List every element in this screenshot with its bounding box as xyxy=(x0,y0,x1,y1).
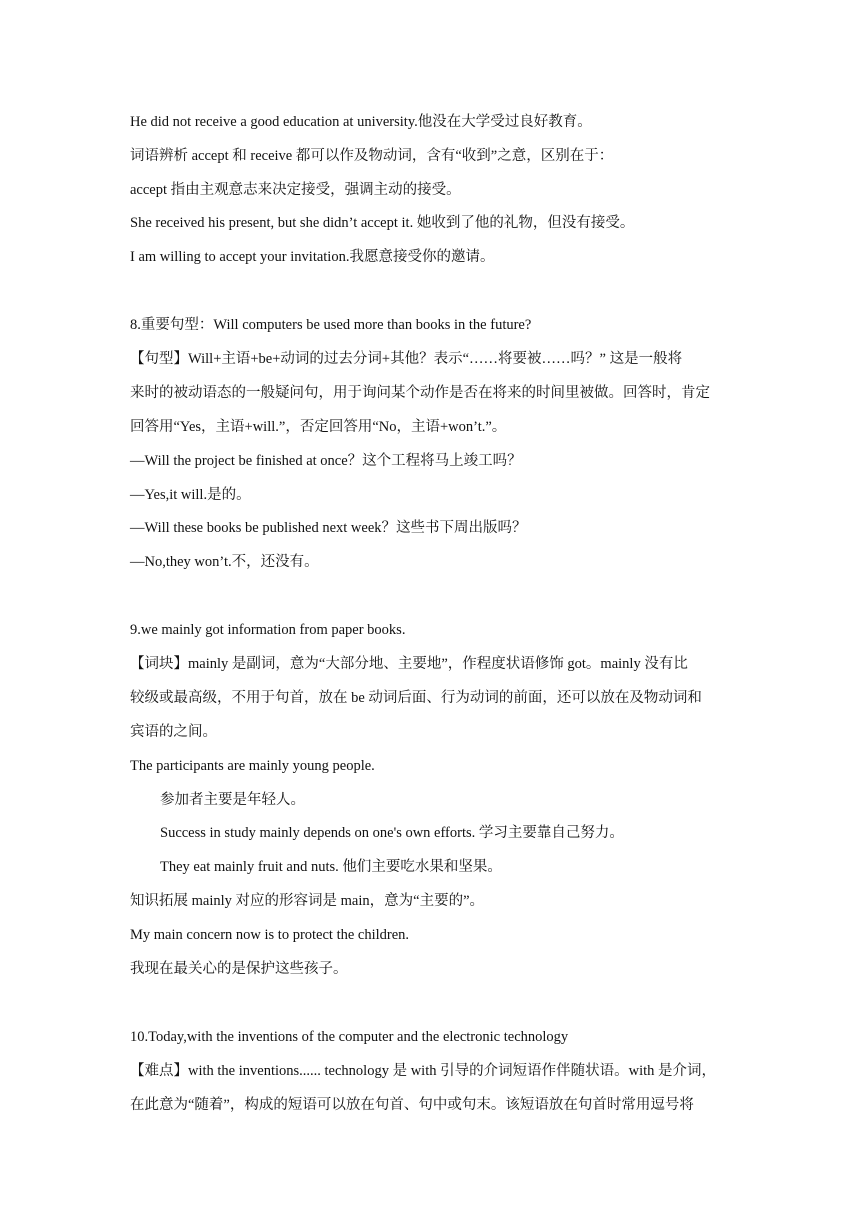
dialogue-line: —Yes,it will.是的。 xyxy=(130,487,251,503)
knowledge-extension: 知识拓展 mainly 对应的形容词是 main，意为“主要的”。 xyxy=(130,893,485,909)
word-block-explanation: 较级或最高级，不用于句首，放在 be 动词后面、行为动词的前面，还可以放在及物动词和 xyxy=(130,690,702,706)
pattern-explanation: 来时的被动语态的一般疑问句，用于询问某个动作是否在将来的时间里被做。回答时，肯定 xyxy=(130,385,710,401)
word-block-explanation: 【词块】mainly 是副词，意为“大部分地、主要地”，作程度状语修饰 got。mainly 没有比 xyxy=(130,656,688,672)
dialogue-line: —Will these books be published next week？这些书下周出版吗？ xyxy=(130,520,527,536)
example-sentence: They eat mainly fruit and nuts. 他们主要吃水果和坚果。 xyxy=(160,859,502,875)
pattern-explanation: 回答用“Yes，主语+will.”，否定回答用“No，主语+won’t.”。 xyxy=(130,419,507,435)
section-heading-10: 10.Today,with the inventions of the computer and the electronic technology xyxy=(130,1029,569,1045)
example-translation: 我现在最关心的是保护这些孩子。 xyxy=(130,961,348,977)
example-sentence: I am willing to accept your invitation.我愿意接受你的邀请。 xyxy=(130,249,495,265)
dialogue-line: —Will the project be finished at once？这个工程将马上竣工吗？ xyxy=(130,453,522,469)
example-sentence: He did not receive a good education at university.他没在大学受过良好教育。 xyxy=(130,114,592,130)
pattern-explanation: 【句型】Will+主语+be+动词的过去分词+其他？表示“……将要被……吗？” 这是一般将 xyxy=(130,351,683,367)
word-distinction-note: 词语辨析 accept 和 receive 都可以作及物动词，含有“收到”之意，区别在于： xyxy=(130,148,614,164)
section-heading-8: 8.重要句型：Will computers be used more than books in the future? xyxy=(130,317,532,333)
example-sentence: Success in study mainly depends on one's own efforts. 学习主要靠自己努力。 xyxy=(160,825,624,841)
example-sentence: She received his present, but she didn’t accept it. 她收到了他的礼物，但没有接受。 xyxy=(130,215,635,231)
difficulty-explanation: 在此意为“随着”，构成的短语可以放在句首、句中或句末。该短语放在句首时常用逗号将 xyxy=(130,1097,694,1113)
word-block-explanation: 宾语的之间。 xyxy=(130,724,217,740)
example-sentence: The participants are mainly young people. xyxy=(130,758,375,774)
section-heading-9: 9.we mainly got information from paper books. xyxy=(130,622,406,638)
difficulty-explanation: 【难点】with the inventions...... technology 是 with 引导的介词短语作伴随状语。with 是介词， xyxy=(130,1063,717,1079)
explanation-line: accept 指由主观意志来决定接受，强调主动的接受。 xyxy=(130,182,461,198)
dialogue-line: —No,they won’t.不，还没有。 xyxy=(130,554,319,570)
example-sentence: My main concern now is to protect the children. xyxy=(130,927,410,943)
example-translation: 参加者主要是年轻人。 xyxy=(160,792,305,808)
